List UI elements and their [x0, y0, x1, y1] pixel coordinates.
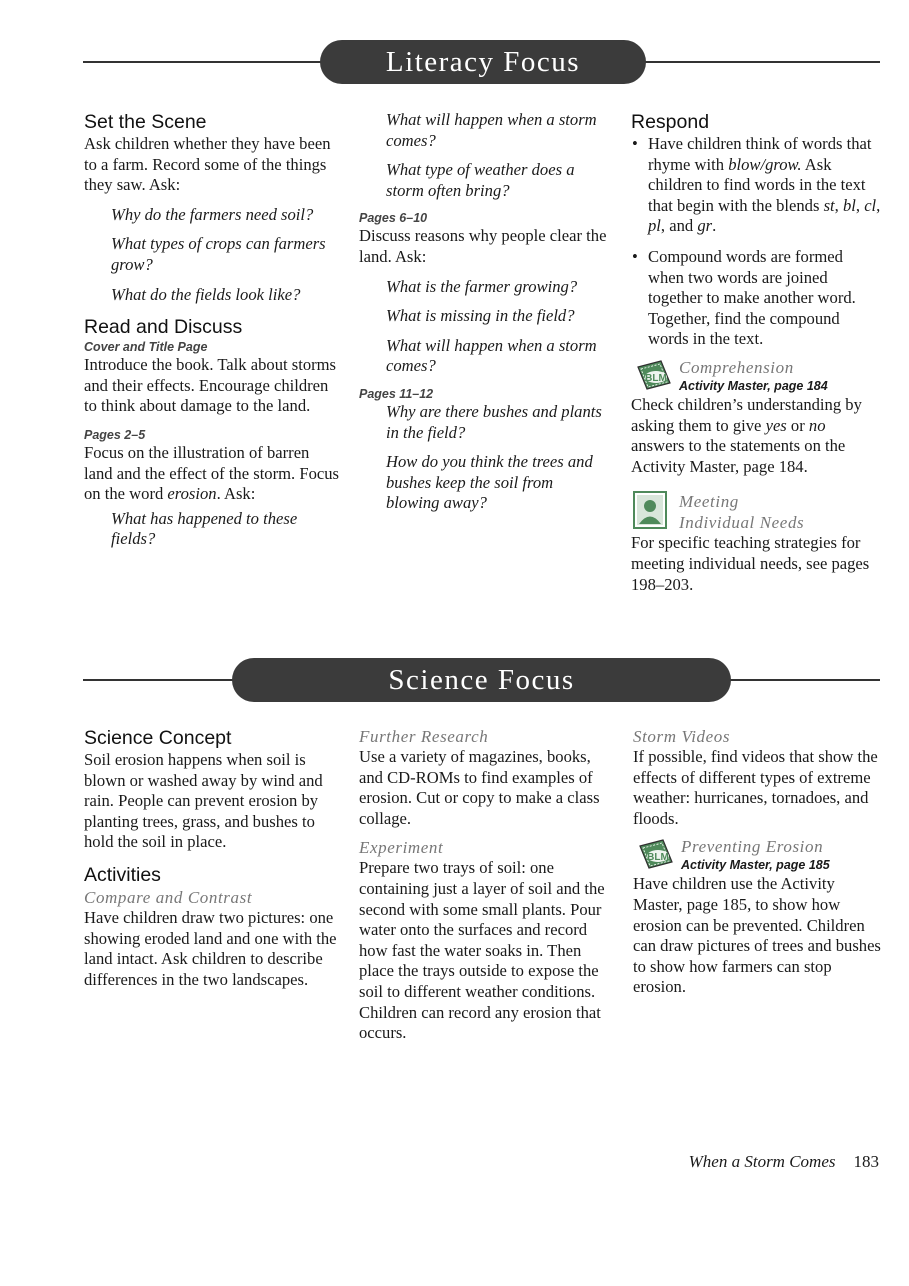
science-column-1 [84, 726, 339, 990]
research-text: Use a variety of magazines, books, and CD-ROMs to find examples of erosion. Cut or copy to make a class collage. [359, 747, 600, 828]
comprehension-text: Check children’s understanding by asking them to give yes or no answers to the statements on the Activity Master, page 184. [631, 394, 862, 476]
question: Why do the farmers need soil? [111, 204, 314, 224]
read-discuss-heading: Read and Discuss [84, 316, 243, 339]
svg-text:BLM: BLM [647, 852, 669, 864]
question: What is the farmer growing? [386, 276, 578, 296]
science-column-3 [633, 726, 883, 998]
bullet-dot: • [632, 246, 638, 266]
activities-heading: Activities [84, 863, 161, 886]
pages-6-10-text: Discuss reasons why people clear the land. Ask: [359, 226, 607, 266]
science-banner-title: Science Focus [232, 658, 731, 702]
research-title: Further Research [359, 727, 489, 746]
blm-worksheet-icon [637, 838, 675, 870]
pages-2-5-label: Pages 2–5 [84, 427, 146, 442]
literacy-column-2 [359, 110, 609, 514]
preventing-title: Preventing Erosion [681, 837, 824, 857]
pages-2-5-text: Focus on the illustration of barren land and the effect of the storm. Focus on the word erosion. Ask: [84, 442, 339, 504]
preventing-ref: Activity Master, page 185 [681, 858, 830, 873]
pages-11-12-label: Pages 11–12 [359, 386, 434, 401]
page-footer [689, 1152, 879, 1172]
question: Why are there bushes and plants in the field? [386, 401, 602, 442]
literacy-banner-title: Literacy Focus [320, 40, 646, 84]
literacy-column-3 [631, 110, 881, 595]
preventing-text: Have children use the Activity Master, page 185, to show how erosion can be prevented. Children can draw pictures of trees and bushes to show how farmers can stop erosion. [633, 874, 881, 997]
bullet-item: • Have children think of words that rhyme with blow/grow. Ask children to find words in the text that begin with the blends st, bl, cl, pl, and gr. [632, 134, 881, 236]
experiment-text: Prepare two trays of soil: one containing just a layer of soil and the second with some small plants. Pour water onto the surfaces and record how fast the water soaks in. Then place the trays outside to expose the soil to different weather conditions. Children can record any erosion that occurs. [359, 858, 605, 1043]
set-scene-text: Ask children whether they have been to a farm. Record some of the things they saw. Ask: [84, 134, 331, 195]
experiment-title: Experiment [359, 838, 444, 858]
question: What types of crops can farmers grow? [111, 234, 326, 274]
question: What do the fields look like? [111, 284, 301, 304]
question: What has happened to these fields? [111, 508, 298, 549]
question: How do you think the trees and bushes keep the soil from blowing away? [386, 452, 593, 513]
videos-text: If possible, find videos that show the effects of different types of extreme weather: hurricanes, tornadoes, and floods. [633, 747, 878, 828]
needs-title-2: Individual Needs [679, 513, 805, 533]
science-concept-heading: Science Concept [84, 727, 232, 749]
needs-text: For specific teaching strategies for meeting individual needs, see pages 198–203. [631, 533, 870, 594]
science-banner [83, 658, 880, 702]
blm-worksheet-icon [635, 359, 673, 391]
literacy-banner [83, 40, 880, 84]
preventing-erosion-block [633, 836, 883, 873]
literacy-column-1 [84, 110, 339, 550]
question: What will happen when a storm comes? [386, 110, 597, 150]
individual-needs-block [631, 491, 881, 533]
bullet-dot: • [632, 134, 638, 153]
svg-text:BLM: BLM [645, 372, 667, 384]
bullet-item: • Compound words are formed when two words are joined together to make another word. Together, find the compound words in the text. [632, 246, 856, 349]
respond-heading: Respond [631, 111, 710, 133]
question: What is missing in the field? [386, 306, 575, 326]
videos-title: Storm Videos [633, 727, 731, 746]
page-number: 183 [853, 1152, 879, 1171]
compare-title: Compare and Contrast [84, 887, 253, 907]
comprehension-ref: Activity Master, page 184 [679, 378, 828, 393]
cover-text: Introduce the book. Talk about storms and their effects. Encourage children to think about damage to the land. [84, 355, 337, 416]
question: What type of weather does a storm often bring? [386, 160, 575, 200]
pages-6-10-label: Pages 6–10 [359, 211, 428, 226]
comprehension-block [631, 357, 881, 394]
cover-label: Cover and Title Page [84, 340, 208, 355]
set-scene-heading: Set the Scene [84, 111, 207, 133]
meeting-needs-icon [633, 491, 667, 529]
compare-text: Have children draw two pictures: one showing eroded land and one with the land intact. Ask children to describe differences in the two landscapes. [84, 907, 337, 989]
science-concept-text: Soil erosion happens when soil is blown or washed away by wind and rain. People can prevent erosion by planting trees, grass, and bushes to hold the soil in place. [84, 750, 323, 852]
question: What will happen when a storm comes? [386, 335, 597, 376]
comprehension-title: Comprehension [679, 357, 794, 377]
footer-title: When a Storm Comes [688, 1152, 836, 1171]
science-column-2 [359, 726, 614, 1044]
needs-title-1: Meeting [679, 492, 739, 512]
